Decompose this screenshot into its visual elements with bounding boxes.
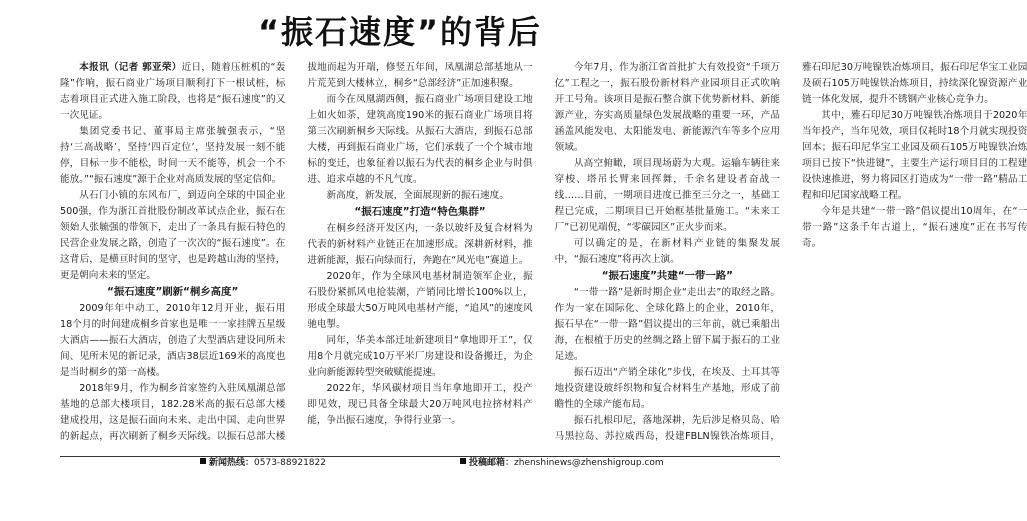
footer	[60, 457, 780, 470]
paragraph: 在桐乡经济开发区内，一条以玻纤及复合材料为代表的新材料产业链正在加速形成。深耕新材料，推进新能源，振石向绿而行，奔跑在“风光电”赛道上。	[307, 223, 533, 266]
paragraph: 从高空俯瞰，项目现场蔚为大观。运输车辆往来穿梭、塔吊长臂来回挥舞，千余名建设者奋战一线……目前，一期项目进度已推至三分之一，基础工程已完成，二期项目已开始框基批量施工。“未来工厂”已初见端倪，“零碳园区”正火步而来。	[554, 158, 780, 233]
email-address: zhenshinews@zhenshigroup.com	[514, 458, 664, 468]
hotline-number: 0573-88921822	[254, 458, 326, 468]
paragraph: 其中，雅石印尼30万吨镍铁冶炼项目于2020年当年投产，当年见效，项目仅耗时18个月就实现投资回本；振石印尼华宝工业园及硕石105万吨镍铁冶炼项目已按下“快进键”，主要生产运行项目目的工程建设快速推进，努力将园区打造成为“一带一路”精品工程和印尼国家战略工程。	[801, 110, 1027, 201]
paragraph: 而今在凤凰湖西侧，振石商业广场项目建设工地上如火如荼，建筑高度190米的振石商业广场项目将第三次刷新桐乡天际线。从振石大酒店，到振石总部大楼，再到振石商业广场，它们承载了一个个城市地标的变迁，也象征着以振石为代表的桐乡企业与时俱进、追求卓越的不凡气度。	[307, 94, 533, 185]
submission-email: 投稿邮箱：zhenshinews@zhenshigroup.com	[460, 457, 664, 470]
paragraph: 2020年，作为全球风电基材制造领军企业，振石股份紧抓风电抢装潮，产销同比增长100%以上，形成全球最大50万吨风电基材产能，“追风”的速度风驰电掣。	[307, 271, 533, 330]
paragraph: 2018年9月，作为桐乡首家签约入驻凤凰湖总部基地的总部大楼项目，182.28米高的振石总部大楼建成投用，这是振石面向未来、走出中国、走向世界的新起点，再次刷新了桐乡天际线。以振石总部大楼拔地而起为开端，修竖五年间，凤凰湖总部基地从一片荒芜到大楼林立，桐乡“总部经济”正加速积聚。	[60, 62, 533, 442]
paragraph: 本报讯（记者 郭亚荣）近日，随着压桩机的“轰隆”作响，振石商业广场项目顺利打下一根试桩，标志着项目正式进入施工阶段，也将是“振石速度”的又一次见证。	[60, 62, 286, 121]
paragraph: 同年，华美本部迁址新建项目“拿地即开工”，仅用8个月就完成10万平米厂房建设和设备搬迁，为企业向新能源转型突破赋能提速。	[307, 335, 533, 378]
paragraph: 今年是共建“一带一路”倡议提出10周年，在“一带一路”这条千年古道上，“振石速度”正在书写传奇。	[801, 206, 1027, 249]
paragraph: 今年7月，作为浙江省首批扩大有效投资“千项万亿”工程之一，振石股份新材料产业园项目正式吹响开工号角。该项目是振石整合旗下优势新材料、新能源产业，夯实高质量绿色发展战略的重要一环，产品涵盖风能发电、太阳能发电、新能源汽车等多个应用领域。	[554, 62, 780, 153]
section-heading: “振石速度”共建“一带一路”	[601, 270, 733, 282]
paragraph: 可以确定的是，在新材料产业链的集聚发展中，“振石速度”将再次上演。	[554, 238, 780, 265]
square-bullet-icon	[460, 458, 466, 464]
paragraph: 振石迈出“产销全球化”步伐，在埃及、土耳其等地投资建设玻纤织物和复合材料生产基地，形成了前瞻性的全球产能布局。	[554, 367, 780, 410]
article-body	[60, 60, 1027, 455]
paragraph: 2022年，华风碳材项目当年拿地即开工，投产即见效，现已具备全球最大20万吨风电拉挤材料产能，争出振石速度，争得行业第一。	[307, 383, 533, 426]
news-hotline: 新闻热线：0573-88921822	[200, 457, 326, 470]
paragraph: 振石扎根印尼，落地深耕，先后涉足格贝岛、哈马黑拉岛、苏拉威西岛，投建FBLN镍铁冶炼项目，雅石印尼30万吨镍铁冶炼项目，振石印尼华宝工业园及硕石105万吨镍铁冶炼项目，持续深化镍资源产业链一体化发展，提升不锈钢产业核心竞争力。	[554, 62, 1027, 442]
paragraph: 从石门小镇的东风布厂，到迈向全球的中国企业500强，作为浙江首批股份制改革试点企业，振石在领始人张毓强的带领下，走出了一条具有振石特色的民营企业发展之路，创造了一次次的“振石速度”。在这背后，是横亘时间的坚守，也是跨越山海的坚持，更是朝向未来的坚定。	[60, 190, 286, 281]
paragraph: 新高度，新发展，全面展现新的振石速度。	[326, 190, 509, 201]
square-bullet-icon	[200, 458, 206, 464]
byline: 本报讯（记者 郭亚荣）	[79, 62, 182, 73]
section-heading: “振石速度”打造“特色集群”	[354, 206, 486, 218]
paragraph: 集团党委书记、董事局主席张毓强表示，“坚持‘三高战略’，坚持‘四百定位’，坚持发展一刻不能停，目标一步不能松，时间一天不能等，机会一个不能放。”“振石速度”源于企业对高质发展的坚定信仰。	[60, 126, 286, 185]
paragraph: 2009年年中动工，2010年12月开业，振石用18个月的时间建成桐乡首家也是唯一一家挂牌五星级大酒店——振石大酒店，创造了大型酒店建设同所未间、见所未见的新记录，酒店38层近169米的高度也是当时桐乡的第一高楼。	[60, 303, 286, 378]
article-title: “振石速度”的背后	[257, 13, 543, 51]
section-heading: “振石速度”刷新“桐乡高度”	[107, 286, 239, 298]
paragraph: “一带一路”是新时期企业“走出去”的取经之路。作为一家在国际化、全球化路上的企业，2010年，振石早在“一带一路”倡议提出的三年前，就已乘船出海，在根植于历史的丝绸之路上留下属于振石的工业足迹。	[554, 287, 780, 362]
